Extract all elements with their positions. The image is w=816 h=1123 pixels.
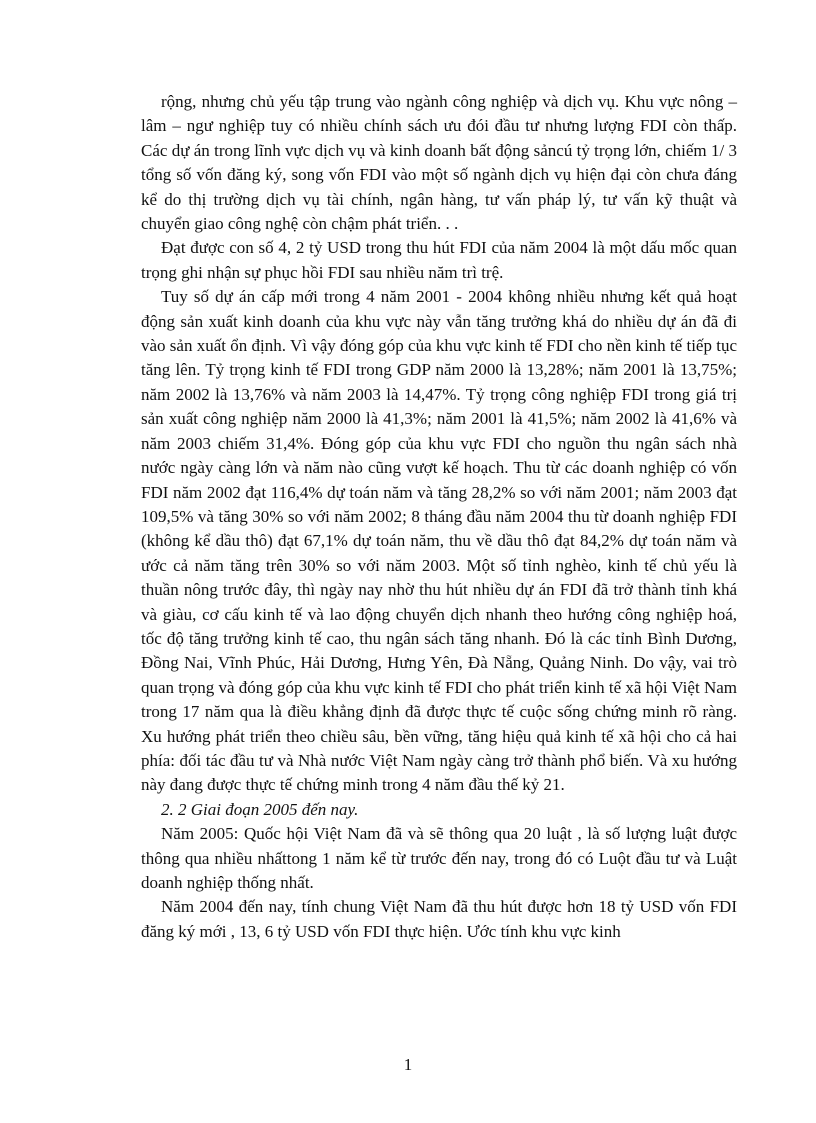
paragraph-fdi-2001-2004-contribution: Tuy số dự án cấp mới trong 4 năm 2001 - 2004 không nhiều nhưng kết quả hoạt động sản xuất kinh doanh của khu vực này vẫn tăng trưởng khá do nhiều dự án đã đi vào sản xuất ổn định. Vì vậy đóng góp của khu vực kinh tế FDI cho nền kinh tế tiếp tục tăng lên. Tỷ trọng kinh tế FDI trong GDP năm 2000 là 13,28%; năm 2001 là 13,75%; năm 2002 là 13,76% và năm 2003 là 14,47%. Tỷ trọng công nghiệp FDI trong giá trị sản xuất công nghiệp năm 2000 là 41,3%; năm 2001 là 41,5%; năm 2002 là 41,6% và năm 2003 chiếm 31,4%. Đóng góp của khu vực FDI cho nguồn thu ngân sách nhà nước ngày càng lớn và năm nào cũng vượt kế hoạch. Thu từ các doanh nghiệp có vốn FDI năm 2002 đạt 116,4% dự toán năm và tăng 28,2% so với năm 2001; năm 2003 đạt 109,5% và tăng 30% so với năm 2002; 8 tháng đầu năm 2004 thu từ doanh nghiệp FDI (không kể dầu thô) đạt 67,1% dự toán năm, thu về dầu thô đạt 84,2% dự toán năm và ước cả năm tăng trên 30% so với năm 2003. Một số tỉnh nghèo, kinh tế chủ yếu là thuần nông trước đây, thì ngày nay nhờ thu hút nhiều dự án FDI đã trở thành tỉnh khá và giàu, cơ cấu kinh tế và lao động chuyển dịch nhanh theo hướng công nghiệp hoá, tốc độ tăng trưởng kinh tế cao, thu ngân sách tăng nhanh. Đó là các tỉnh Bình Dương, Đồng Nai, Vĩnh Phúc, Hải Dương, Hưng Yên, Đà Nẵng, Quảng Ninh. Do vậy, vai trò quan trọng và đóng góp của khu vực kinh tế FDI cho phát triển kinh tế xã hội Việt Nam trong 17 năm qua là điều khẳng định đã được thực tế cuộc sống chứng minh rõ ràng. Xu hướng phát triển theo chiều sâu, bền vững, tăng hiệu quả kinh tế xã hội cho cả hai phía: đối tác đầu tư và Nhà nước Việt Nam ngày càng trở thành phổ biến. Và xu hướng này đang được thực tế chứng minh trong 4 năm đầu thế kỷ 21. (141, 287, 737, 795)
paragraph-fdi-sectors: rộng, nhưng chủ yếu tập trung vào ngành công nghiệp và dịch vụ. Khu vực nông – lâm – ngư nghiệp tuy có nhiều chính sách ưu đói đầu tư nhưng lượng FDI còn thấp. Các dự án trong lĩnh vực dịch vụ và kinh doanh bất động sảncú tỷ trọng lớn, chiếm 1/ 3 tổng số vốn đăng ký, song vốn FDI vào một số ngành dịch vụ hiện đại còn chưa đáng kể do thị trường dịch vụ tài chính, ngân hàng, tư vấn pháp lý, tư vấn kỹ thuật và chuyển giao công nghệ còn chậm phát triển. . . (141, 92, 737, 234)
page-number: 1 (403, 1055, 413, 1074)
document-body (141, 90, 737, 944)
paragraph-2004-fdi-totals: Năm 2004 đến nay, tính chung Việt Nam đã thu hút được hơn 18 tỷ USD vốn FDI đăng ký mới , 13, 6 tỷ USD vốn FDI thực hiện. Ước tính khu vực kinh (141, 897, 737, 941)
section-heading: 2. 2 Giai đoạn 2005 đến nay. (161, 799, 359, 819)
paragraph-2005-laws: Năm 2005: Quốc hội Việt Nam đã và sẽ thông qua 20 luật , là số lượng luật được thông qua nhiều nhấttong 1 năm kể từ trước đến nay, trong đó có Luột đầu tư và Luật doanh nghiệp thống nhất. (141, 824, 737, 892)
paragraph-fdi-2004-milestone: Đạt được con số 4, 2 tỷ USD trong thu hút FDI của năm 2004 là một dấu mốc quan trọng ghi nhận sự phục hồi FDI sau nhiều năm trì trệ. (141, 238, 737, 282)
